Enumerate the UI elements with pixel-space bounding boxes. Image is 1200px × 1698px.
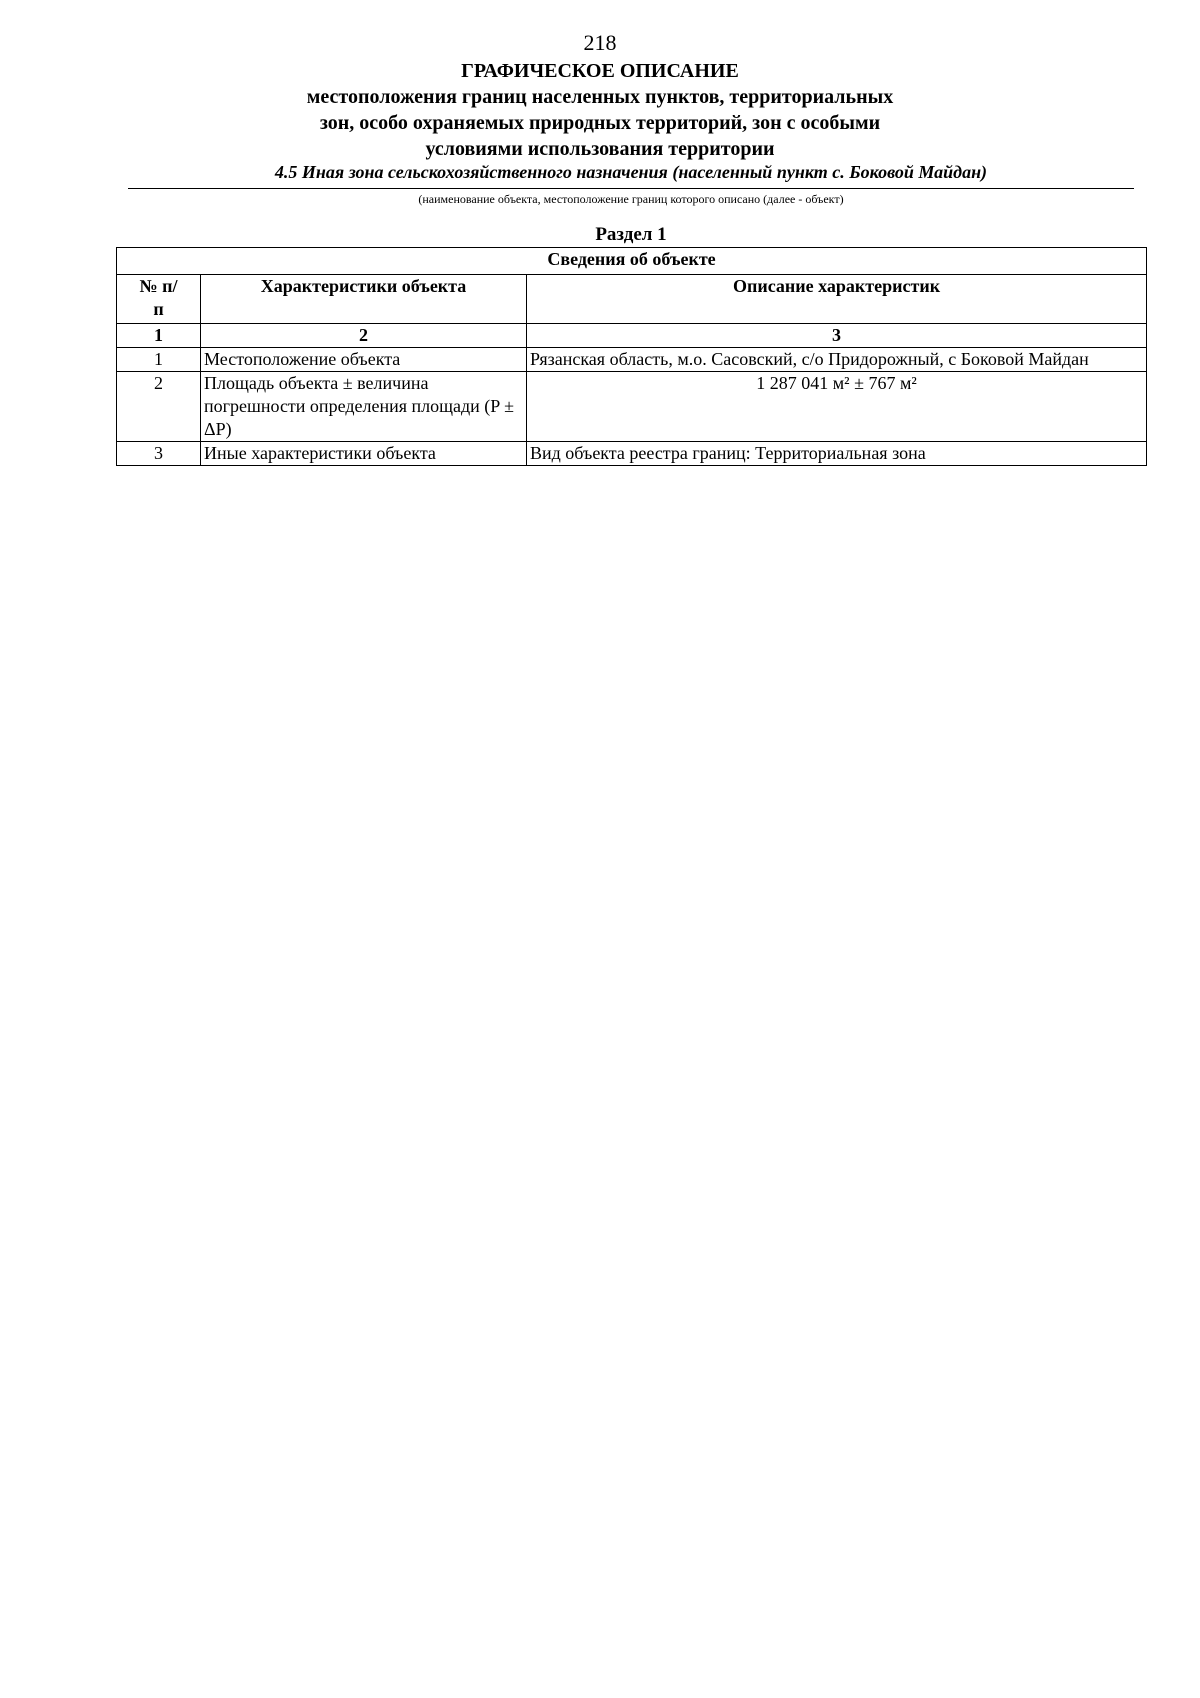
index-col-1: 1 [117, 324, 201, 348]
document-title [0, 58, 1200, 162]
page-number: 218 [583, 30, 617, 55]
row-description: Вид объекта реестра границ: Территориальная зона [527, 442, 1147, 466]
row-number: 1 [117, 348, 201, 372]
object-caption: (наименование объекта, местоположение границ которого описано (далее - объект) [418, 192, 844, 206]
row-characteristic: Местоположение объекта [201, 348, 527, 372]
row-description: Рязанская область, м.о. Сасовский, с/о Придорожный, с Боковой Майдан [527, 348, 1147, 372]
title-line-2: местоположения границ населенных пунктов, территориальных [306, 86, 894, 108]
header-number [117, 275, 201, 324]
header-description: Описание характеристик [527, 275, 1147, 324]
header-number-label: № п/п [139, 276, 178, 319]
table-row [117, 372, 1147, 442]
row-characteristic: Иные характеристики объекта [201, 442, 527, 466]
index-col-2: 2 [201, 324, 527, 348]
header-characteristic: Характеристики объекта [201, 275, 527, 324]
row-description: 1 287 041 м² ± 767 м² [527, 372, 1147, 442]
title-line-1: ГРАФИЧЕСКОЕ ОПИСАНИЕ [461, 60, 739, 82]
object-underline [128, 188, 1134, 189]
table-row [117, 348, 1147, 372]
row-number: 3 [117, 442, 201, 466]
section-title: Раздел 1 [595, 224, 667, 245]
object-name: 4.5 Иная зона сельскохозяйственного назначения (населенный пункт с. Боковой Майдан) [274, 162, 988, 182]
title-line-4: условиями использования территории [425, 138, 775, 160]
table-caption-row [117, 248, 1147, 275]
table-header-row [117, 275, 1147, 324]
title-line-3: зон, особо охраняемых природных территорий, зон с особыми [319, 112, 881, 134]
object-info-table [116, 247, 1147, 466]
table-caption: Сведения об объекте [117, 248, 1147, 275]
row-number: 2 [117, 372, 201, 442]
index-col-3: 3 [527, 324, 1147, 348]
row-characteristic: Площадь объекта ± величина погрешности определения площади (P ± ΔP) [201, 372, 527, 442]
table-index-row [117, 324, 1147, 348]
table-row [117, 442, 1147, 466]
